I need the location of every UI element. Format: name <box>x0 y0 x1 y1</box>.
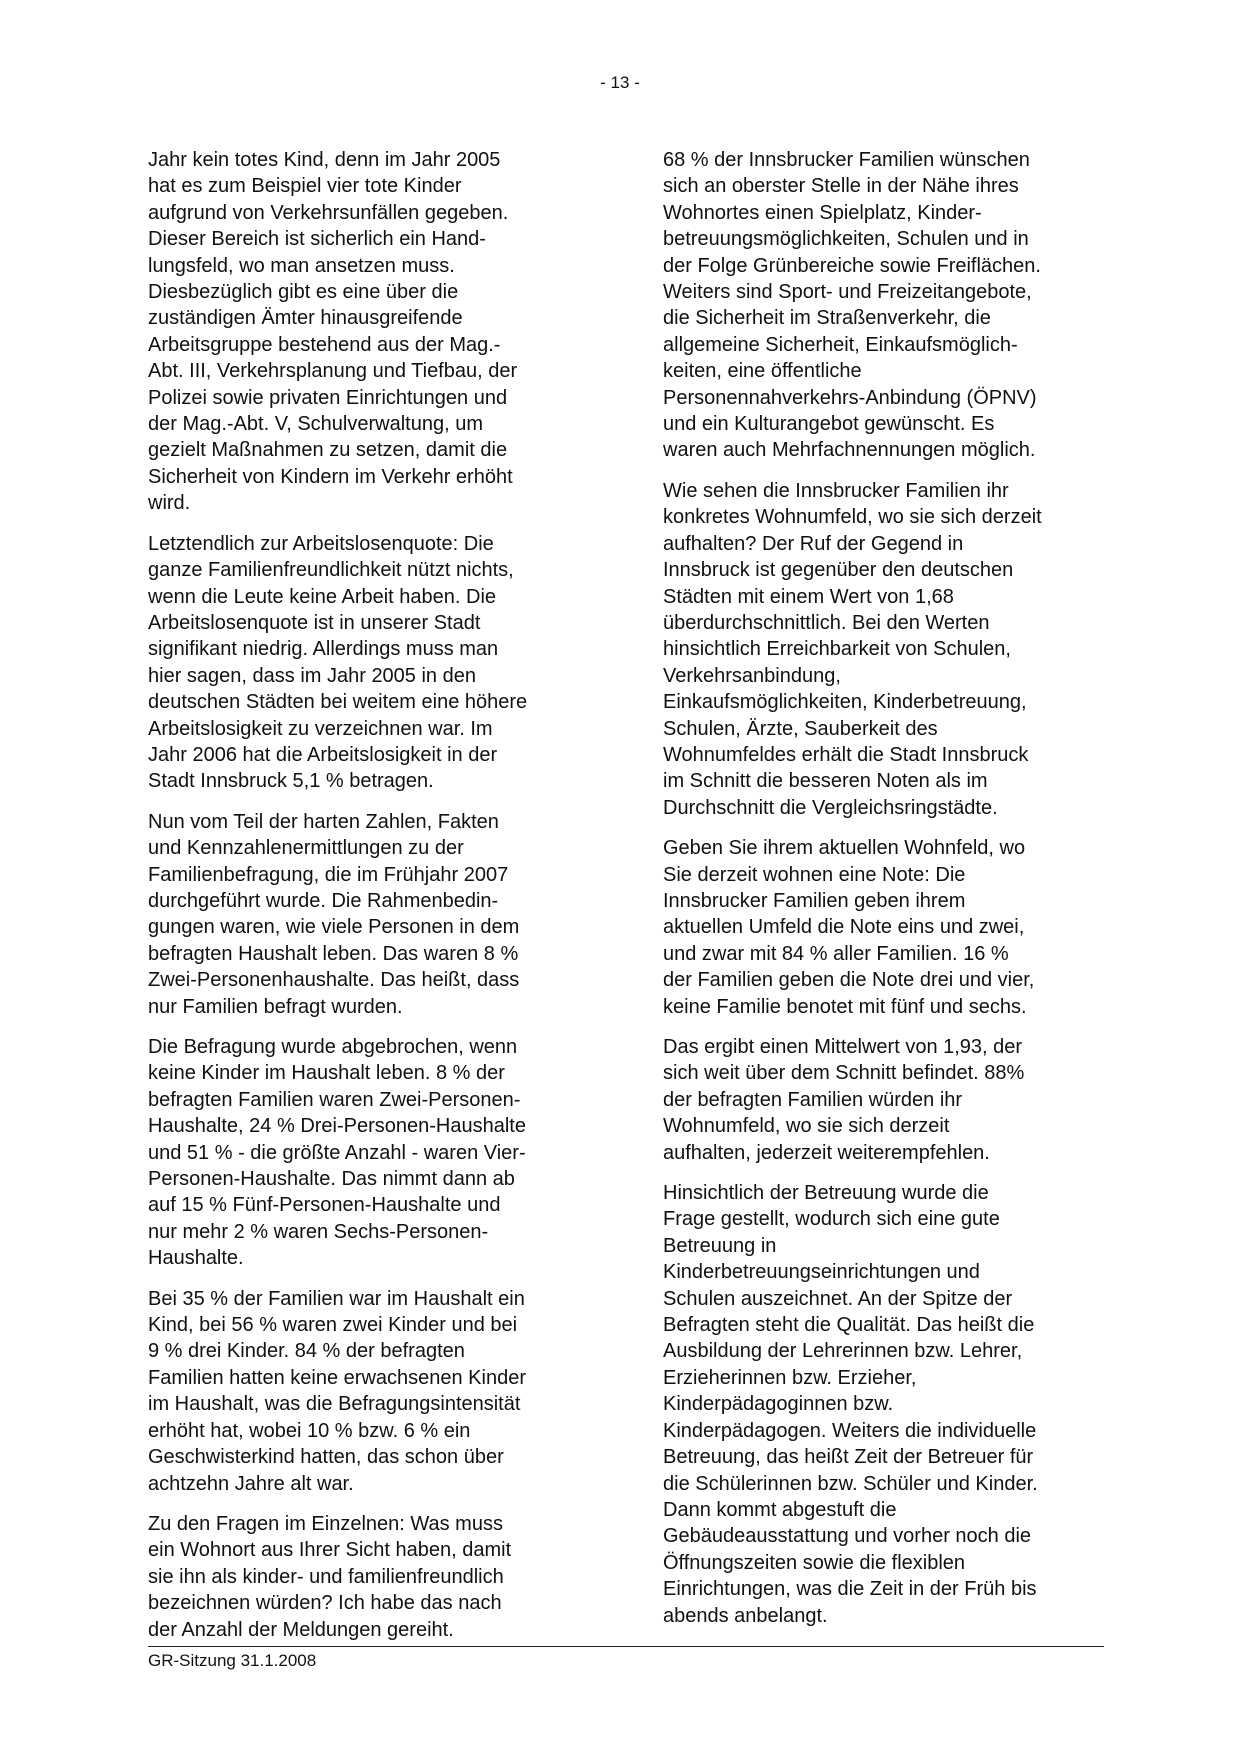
text-line: Sicherheit von Kindern im Verkehr erhöht <box>148 465 513 488</box>
text-line: im Schnitt die besseren Noten als im <box>663 770 988 793</box>
text-line: Haushalte, 24 % Drei-Personen-Haushalte <box>148 1115 526 1138</box>
paragraph <box>663 478 1109 821</box>
text-line: Dann kommt abgestuft die <box>663 1498 897 1521</box>
paragraph <box>148 531 596 795</box>
text-line: Kind, bei 56 % waren zwei Kinder und bei <box>148 1314 518 1337</box>
text-line: nur Familien befragt wurden. <box>148 995 403 1018</box>
text-line: Betreuung, das heißt Zeit der Betreuer für <box>663 1446 1034 1469</box>
text-line: Innsbruck ist gegenüber den deutschen <box>663 559 1014 582</box>
text-line: waren auch Mehrfachnennungen möglich. <box>663 439 1036 462</box>
text-line: Erzieherinnen bzw. Erzieher, <box>663 1366 917 1389</box>
text-line: und ein Kulturangebot gewünscht. Es <box>663 413 995 436</box>
text-line: hinsichtlich Erreichbarkeit von Schulen, <box>663 638 1011 661</box>
text-line: der befragten Familien würden ihr <box>663 1088 963 1111</box>
text-line: und zwar mit 84 % aller Familien. 16 % <box>663 942 1009 965</box>
text-line: Das ergibt einen Mittelwert von 1,93, der <box>663 1036 1023 1058</box>
paragraph <box>148 1286 596 1497</box>
text-line: Kinderbetreuungseinrichtungen und <box>663 1261 980 1284</box>
text-line: Durchschnitt die Vergleichsringstädte. <box>663 796 998 819</box>
text-line: Einrichtungen, was die Zeit in der Früh bis <box>663 1578 1037 1601</box>
page-number: - 13 - <box>600 73 640 92</box>
text-line: befragten Familien waren Zwei-Personen- <box>148 1088 521 1111</box>
text-line: konkretes Wohnumfeld, wo sie sich derzeit <box>663 506 1042 529</box>
paragraph <box>663 1180 1109 1629</box>
text-line: Arbeitslosigkeit zu verzeichnen war. Im <box>148 717 493 740</box>
text-line: Arbeitslosenquote ist in unserer Stadt <box>148 611 481 634</box>
text-line: der Familien geben die Note drei und vier, <box>663 969 1035 992</box>
paragraph <box>148 147 596 517</box>
text-line: sich weit über dem Schnitt befindet. 88% <box>663 1062 1025 1085</box>
text-line: Geben Sie ihrem aktuellen Wohnfeld, wo <box>663 837 1026 860</box>
text-line: Wohnortes einen Spielplatz, Kinder- <box>663 201 982 224</box>
text-line: hier sagen, dass im Jahr 2005 in den <box>148 664 476 687</box>
text-line: Nun vom Teil der harten Zahlen, Fakten <box>148 810 499 833</box>
text-line: auf 15 % Fünf-Personen-Haushalte und <box>148 1194 501 1217</box>
text-line: Einkaufsmöglichkeiten, Kinderbetreuung, <box>663 691 1027 714</box>
text-line: lungsfeld, wo man ansetzen muss. <box>148 254 455 277</box>
left-column <box>148 147 596 1657</box>
text-line: Die Befragung wurde abgebrochen, wenn <box>148 1036 518 1058</box>
text-line: Betreuung in <box>663 1234 777 1257</box>
text-line: Schulen auszeichnet. An der Spitze der <box>663 1287 1013 1310</box>
text-line: und 51 % - die größte Anzahl - waren Vier- <box>148 1141 526 1164</box>
text-line: 9 % drei Kinder. 84 % der befragten <box>148 1340 465 1363</box>
text-line: Kinderpädagoginnen bzw. <box>663 1393 894 1416</box>
text-line: sie ihn als kinder- und familienfreundlich <box>148 1565 504 1588</box>
text-line: Familienbefragung, die im Frühjahr 2007 <box>148 863 509 886</box>
text-line: wird. <box>148 492 191 515</box>
text-line: der Folge Grünbereiche sowie Freiflächen. <box>663 254 1041 277</box>
text-line: Polizei sowie privaten Einrichtungen und <box>148 386 508 409</box>
text-line: keine Kinder im Haushalt leben. 8 % der <box>148 1062 505 1085</box>
text-line: wenn die Leute keine Arbeit haben. Die <box>148 585 497 608</box>
text-line: aufhalten? Der Ruf der Gegend in <box>663 532 964 555</box>
text-line: aktuellen Umfeld die Note eins und zwei, <box>663 916 1025 939</box>
text-line: gungen waren, wie viele Personen in dem <box>148 916 520 939</box>
text-line: Bei 35 % der Familien war im Haushalt ein <box>148 1287 525 1310</box>
text-line: im Haushalt, was die Befragungsintensität <box>148 1393 521 1416</box>
text-line: Schulen, Ärzte, Sauberkeit des <box>663 717 938 740</box>
text-line: Wie sehen die Innsbrucker Familien ihr <box>663 479 1009 502</box>
text-line: sich an oberster Stelle in der Nähe ihres <box>663 175 1019 198</box>
text-line: befragten Haushalt leben. Das waren 8 % <box>148 942 519 965</box>
text-line: keiten, eine öffentliche <box>663 360 862 383</box>
text-line: hat es zum Beispiel vier tote Kinder <box>148 175 462 198</box>
text-line: Familien hatten keine erwachsenen Kinder <box>148 1366 526 1389</box>
text-line: betreuungsmöglichkeiten, Schulen und in <box>663 228 1029 251</box>
text-line: Dieser Bereich ist sicherlich ein Hand- <box>148 228 486 251</box>
text-line: aufgrund von Verkehrsunfällen gegeben. <box>148 201 509 224</box>
text-line: aufhalten, jederzeit weiterempfehlen. <box>663 1141 990 1164</box>
text-line: Verkehrsanbindung, <box>663 664 841 687</box>
text-line: Jahr 2006 hat die Arbeitslosigkeit in der <box>148 743 498 766</box>
text-line: ganze Familienfreundlichkeit nützt nichts, <box>148 559 514 582</box>
text-line: Befragten steht die Qualität. Das heißt die <box>663 1314 1035 1337</box>
text-line: nur mehr 2 % waren Sechs-Personen- <box>148 1220 489 1243</box>
text-line: deutschen Städten bei weitem eine höhere <box>148 691 528 714</box>
text-line: 68 % der Innsbrucker Familien wünschen <box>663 149 1030 171</box>
paragraph <box>663 1034 1109 1166</box>
right-column <box>663 147 1109 1643</box>
text-line: Wohnumfeld, wo sie sich derzeit <box>663 1115 950 1138</box>
text-line: der Anzahl der Meldungen gereiht. <box>148 1618 454 1641</box>
paragraph <box>148 809 596 1020</box>
text-line: Wohnumfeldes erhält die Stadt Innsbruck <box>663 743 1029 766</box>
text-line: Kinderpädagogen. Weiters die individuelle <box>663 1419 1037 1442</box>
text-line: Stadt Innsbruck 5,1 % betragen. <box>148 770 434 793</box>
text-line: Personen-Haushalte. Das nimmt dann ab <box>148 1168 515 1191</box>
text-line: durchgeführt wurde. Die Rahmenbedin- <box>148 889 499 912</box>
text-line: achtzehn Jahre alt war. <box>148 1472 354 1495</box>
text-line: Öffnungszeiten sowie die flexiblen <box>663 1551 966 1574</box>
paragraph <box>148 1511 596 1643</box>
text-line: ein Wohnort aus Ihrer Sicht haben, damit <box>148 1539 512 1562</box>
text-line: erhöht hat, wobei 10 % bzw. 6 % ein <box>148 1419 471 1442</box>
text-line: Frage gestellt, wodurch sich eine gute <box>663 1208 1000 1231</box>
text-line: Ausbildung der Lehrerinnen bzw. Lehrer, <box>663 1340 1023 1363</box>
text-line: und Kennzahlenermittlungen zu der <box>148 837 464 860</box>
text-line: Weiters sind Sport- und Freizeitangebote, <box>663 281 1032 304</box>
text-line: keine Familie benotet mit fünf und sechs. <box>663 995 1027 1018</box>
text-line: Jahr kein totes Kind, denn im Jahr 2005 <box>148 149 501 171</box>
text-line: der Mag.-Abt. V, Schulverwaltung, um <box>148 413 483 436</box>
paragraph <box>663 835 1109 1020</box>
text-line: allgemeine Sicherheit, Einkaufsmöglich- <box>663 333 1018 356</box>
text-line: Letztendlich zur Arbeitslosenquote: Die <box>148 532 494 555</box>
paragraph <box>663 147 1109 464</box>
text-line: die Schülerinnen bzw. Schüler und Kinder. <box>663 1472 1038 1495</box>
text-line: Diesbezüglich gibt es eine über die <box>148 281 459 304</box>
text-line: signifikant niedrig. Allerdings muss man <box>148 638 499 661</box>
text-line: abends anbelangt. <box>663 1604 828 1627</box>
text-line: Abt. III, Verkehrsplanung und Tiefbau, der <box>148 360 518 383</box>
text-line: bezeichnen würden? Ich habe das nach <box>148 1592 502 1615</box>
text-line: Städten mit einem Wert von 1,68 <box>663 585 954 608</box>
footer-session-date: GR-Sitzung 31.1.2008 <box>148 1651 317 1670</box>
text-line: Haushalte. <box>148 1247 244 1270</box>
text-line: Geschwisterkind hatten, das schon über <box>148 1446 504 1469</box>
text-line: die Sicherheit im Straßenverkehr, die <box>663 307 991 330</box>
text-line: Personennahverkehrs-Anbindung (ÖPNV) <box>663 386 1037 409</box>
text-line: Innsbrucker Familien geben ihrem <box>663 889 966 912</box>
text-line: Arbeitsgruppe bestehend aus der Mag.- <box>148 333 501 356</box>
text-line: Zu den Fragen im Einzelnen: Was muss <box>148 1512 503 1535</box>
text-line: zuständigen Ämter hinausgreifende <box>148 307 463 330</box>
text-line: Zwei-Personenhaushalte. Das heißt, dass <box>148 969 520 992</box>
footer-divider <box>148 1646 1104 1647</box>
text-line: überdurchschnittlich. Bei den Werten <box>663 611 990 634</box>
text-line: Gebäudeausstattung und vorher noch die <box>663 1525 1032 1548</box>
text-line: Hinsichtlich der Betreuung wurde die <box>663 1182 989 1205</box>
text-line: gezielt Maßnahmen zu setzen, damit die <box>148 439 508 462</box>
paragraph <box>148 1034 596 1272</box>
text-line: Sie derzeit wohnen eine Note: Die <box>663 863 966 886</box>
